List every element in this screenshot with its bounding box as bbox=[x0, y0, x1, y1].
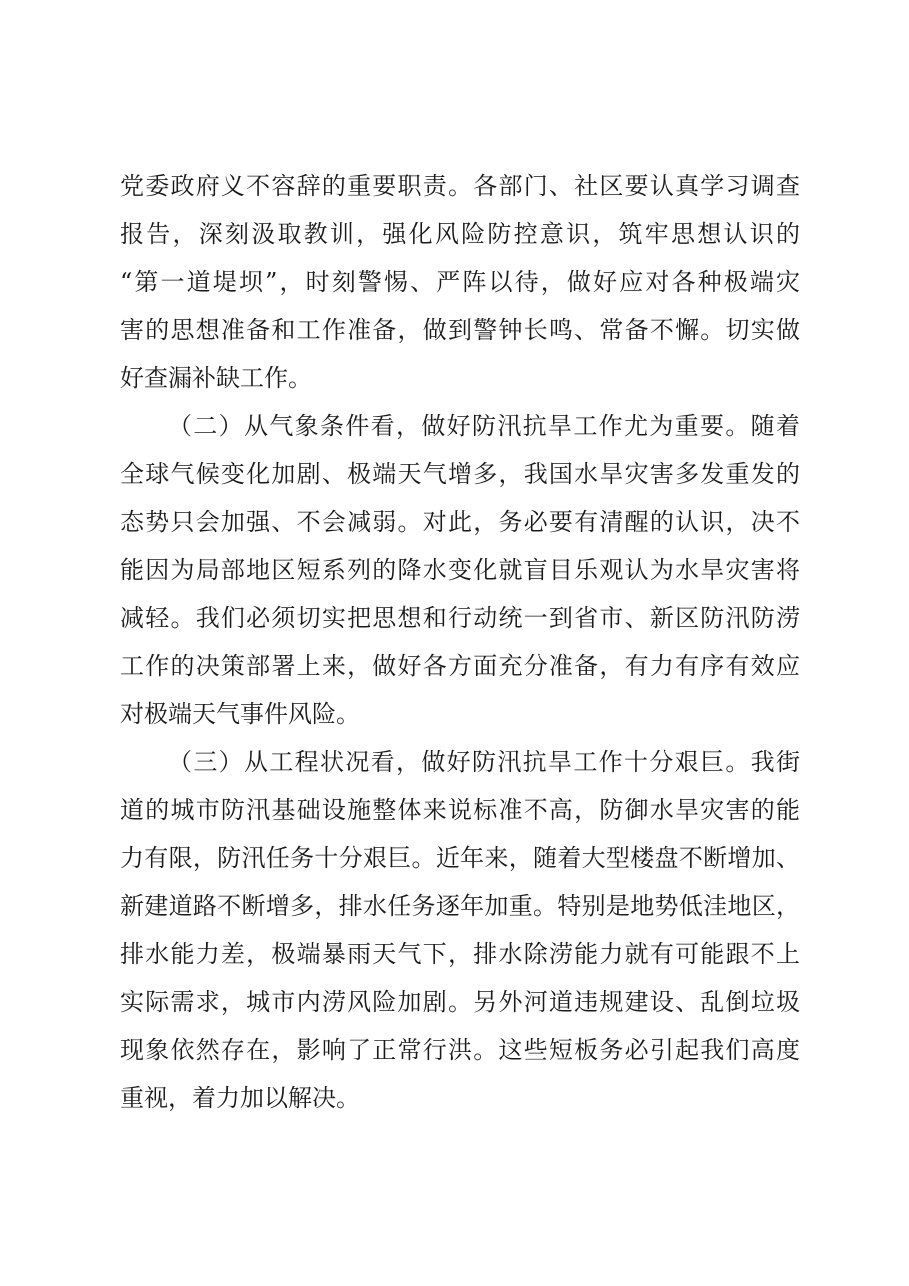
document-body bbox=[120, 162, 800, 1122]
text-line: （三）从工程状况看，做好防汛抗旱工作十分艰巨。我街 bbox=[168, 748, 800, 776]
text-line: 重视，着力加以解决。 bbox=[120, 1084, 360, 1112]
text-line: 党委政府义不容辞的重要职责。各部门、社区要认真学习调查 bbox=[120, 172, 800, 200]
text-line: 态势只会加强、不会减弱。对此，务必要有清醒的认识，决不 bbox=[120, 508, 800, 536]
paragraph-continuation bbox=[120, 162, 800, 402]
text-line: 实际需求，城市内涝风险加剧。另外河道违规建设、乱倒垃圾 bbox=[120, 988, 800, 1016]
text-line: 排水能力差，极端暴雨天气下，排水除涝能力就有可能跟不上 bbox=[120, 940, 800, 968]
text-line: 能因为局部地区短系列的降水变化就盲目乐观认为水旱灾害将 bbox=[120, 556, 800, 584]
text-line: 好查漏补缺工作。 bbox=[120, 364, 312, 392]
text-line: 报告，深刻汲取教训，强化风险防控意识，筑牢思想认识的 bbox=[120, 220, 800, 248]
text-line: 对极端天气事件风险。 bbox=[120, 700, 360, 728]
paragraph-meteorological bbox=[120, 402, 800, 738]
paragraph-engineering bbox=[120, 738, 800, 1122]
text-line: 新建道路不断增多，排水任务逐年加重。特别是地势低洼地区， bbox=[120, 892, 800, 920]
text-line: （二）从气象条件看，做好防汛抗旱工作尤为重要。随着 bbox=[168, 412, 800, 440]
text-line: 道的城市防汛基础设施整体来说标准不高，防御水旱灾害的能 bbox=[120, 796, 800, 824]
text-line: 减轻。我们必须切实把思想和行动统一到省市、新区防汛防涝 bbox=[120, 604, 800, 632]
text-line: “第一道堤坝”，时刻警惕、严阵以待，做好应对各种极端灾 bbox=[120, 268, 800, 296]
text-line: 现象依然存在，影响了正常行洪。这些短板务必引起我们高度 bbox=[120, 1036, 800, 1064]
text-line: 工作的决策部署上来，做好各方面充分准备，有力有序有效应 bbox=[120, 652, 800, 680]
text-line: 力有限，防汛任务十分艰巨。近年来，随着大型楼盘不断增加、 bbox=[120, 844, 800, 872]
text-line: 害的思想准备和工作准备，做到警钟长鸣、常备不懈。切实做 bbox=[120, 316, 800, 344]
text-line: 全球气候变化加剧、极端天气增多，我国水旱灾害多发重发的 bbox=[120, 460, 800, 488]
